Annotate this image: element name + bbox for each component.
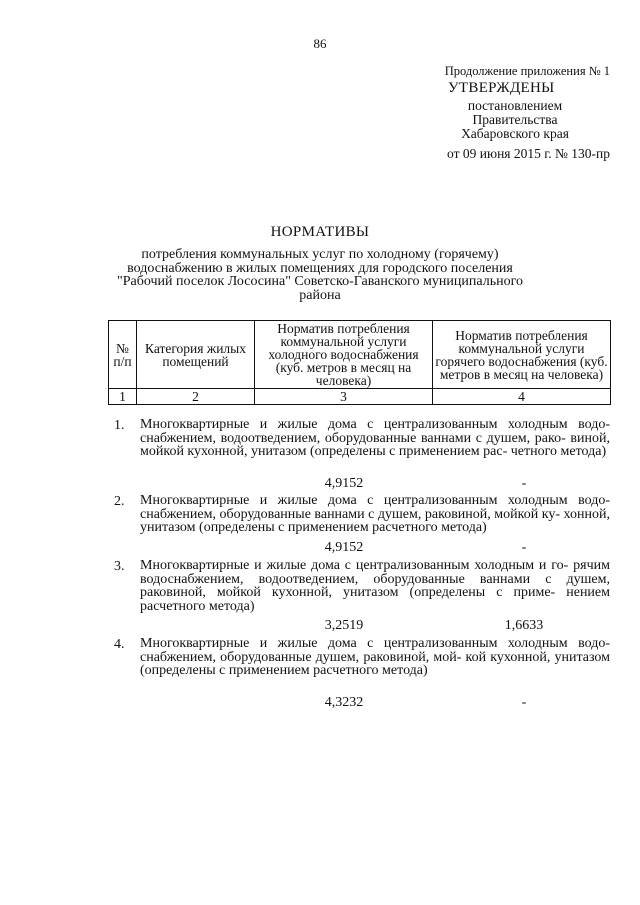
decree-line: постановлением bbox=[467, 98, 563, 113]
row-number: 1. bbox=[114, 418, 125, 433]
page-number: 86 bbox=[313, 36, 327, 51]
cold-water-value: 4,3232 bbox=[324, 695, 364, 710]
decree-block bbox=[440, 99, 590, 141]
header-hot-water: Норматив потребления коммунальной услуги горячего водоснабжения (куб. метров в месяц на человека) bbox=[433, 321, 611, 389]
column-number: 1 bbox=[109, 389, 137, 405]
appendix-label: Продолжение приложения № 1 bbox=[444, 64, 610, 78]
column-number-row bbox=[109, 389, 611, 405]
column-number: 2 bbox=[137, 389, 255, 405]
row-number: 4. bbox=[114, 637, 125, 652]
document-title: НОРМАТИВЫ bbox=[270, 224, 370, 240]
row-number: 2. bbox=[114, 494, 125, 509]
decree-date: от 09 июня 2015 г. № 130-пр bbox=[447, 146, 610, 161]
cold-water-value: 4,9152 bbox=[324, 476, 364, 491]
column-number: 3 bbox=[255, 389, 433, 405]
column-number: 4 bbox=[433, 389, 611, 405]
document-subtitle: потребления коммунальных услуг по холодному (горячему) водоснабжению в жилых помещениях для городского поселения "Рабочий поселок Лососина" Советско-Гаванского муниципального района bbox=[117, 247, 523, 303]
header-number: № п/п bbox=[109, 321, 137, 389]
cold-water-value: 4,9152 bbox=[324, 540, 364, 555]
norms-table bbox=[108, 320, 611, 405]
approved-label: УТВЕРЖДЕНЫ bbox=[448, 80, 555, 96]
decree-line: Хабаровского края bbox=[461, 126, 569, 141]
row-number: 3. bbox=[114, 559, 125, 574]
hot-water-value: - bbox=[521, 540, 527, 555]
header-category: Категория жилых помещений bbox=[137, 321, 255, 389]
row-category-text: Многоквартирные и жилые дома с централизованным холодным водо- снабжением, оборудованные ваннами с душем, раковиной, мойкой ку- хонной, унитазом (определены с применением расчетного метода) bbox=[140, 493, 610, 535]
row-category-text: Многоквартирные и жилые дома с централизованным холодным водо- снабжением, водоотведением, оборудованные ваннами с душем, рако- виной, мойкой кухонной, унитазом (определены с применением рас- четного метода) bbox=[140, 417, 610, 459]
row-category-text: Многоквартирные и жилые дома с централизованным холодным и го- рячим водоснабжением, водоотведением, оборудованные ваннами с душем, раковиной, мойкой кухонной, унитазом (определены с приме- нением расчетного метода) bbox=[140, 558, 610, 614]
header-cold-water: Норматив потребления коммунальной услуги холодного водоснабжения (куб. метров в месяц на человека) bbox=[255, 321, 433, 389]
hot-water-value: 1,6633 bbox=[504, 618, 544, 633]
hot-water-value: - bbox=[521, 476, 527, 491]
cold-water-value: 3,2519 bbox=[324, 618, 364, 633]
table-header-row bbox=[109, 321, 611, 389]
decree-line: Правительства bbox=[472, 112, 558, 127]
hot-water-value: - bbox=[521, 695, 527, 710]
row-category-text: Многоквартирные и жилые дома с централизованным холодным водо- снабжением, оборудованные душем, раковиной, мой- кой кухонной, унитазом (определены с применением расчетного метода) bbox=[140, 636, 610, 678]
